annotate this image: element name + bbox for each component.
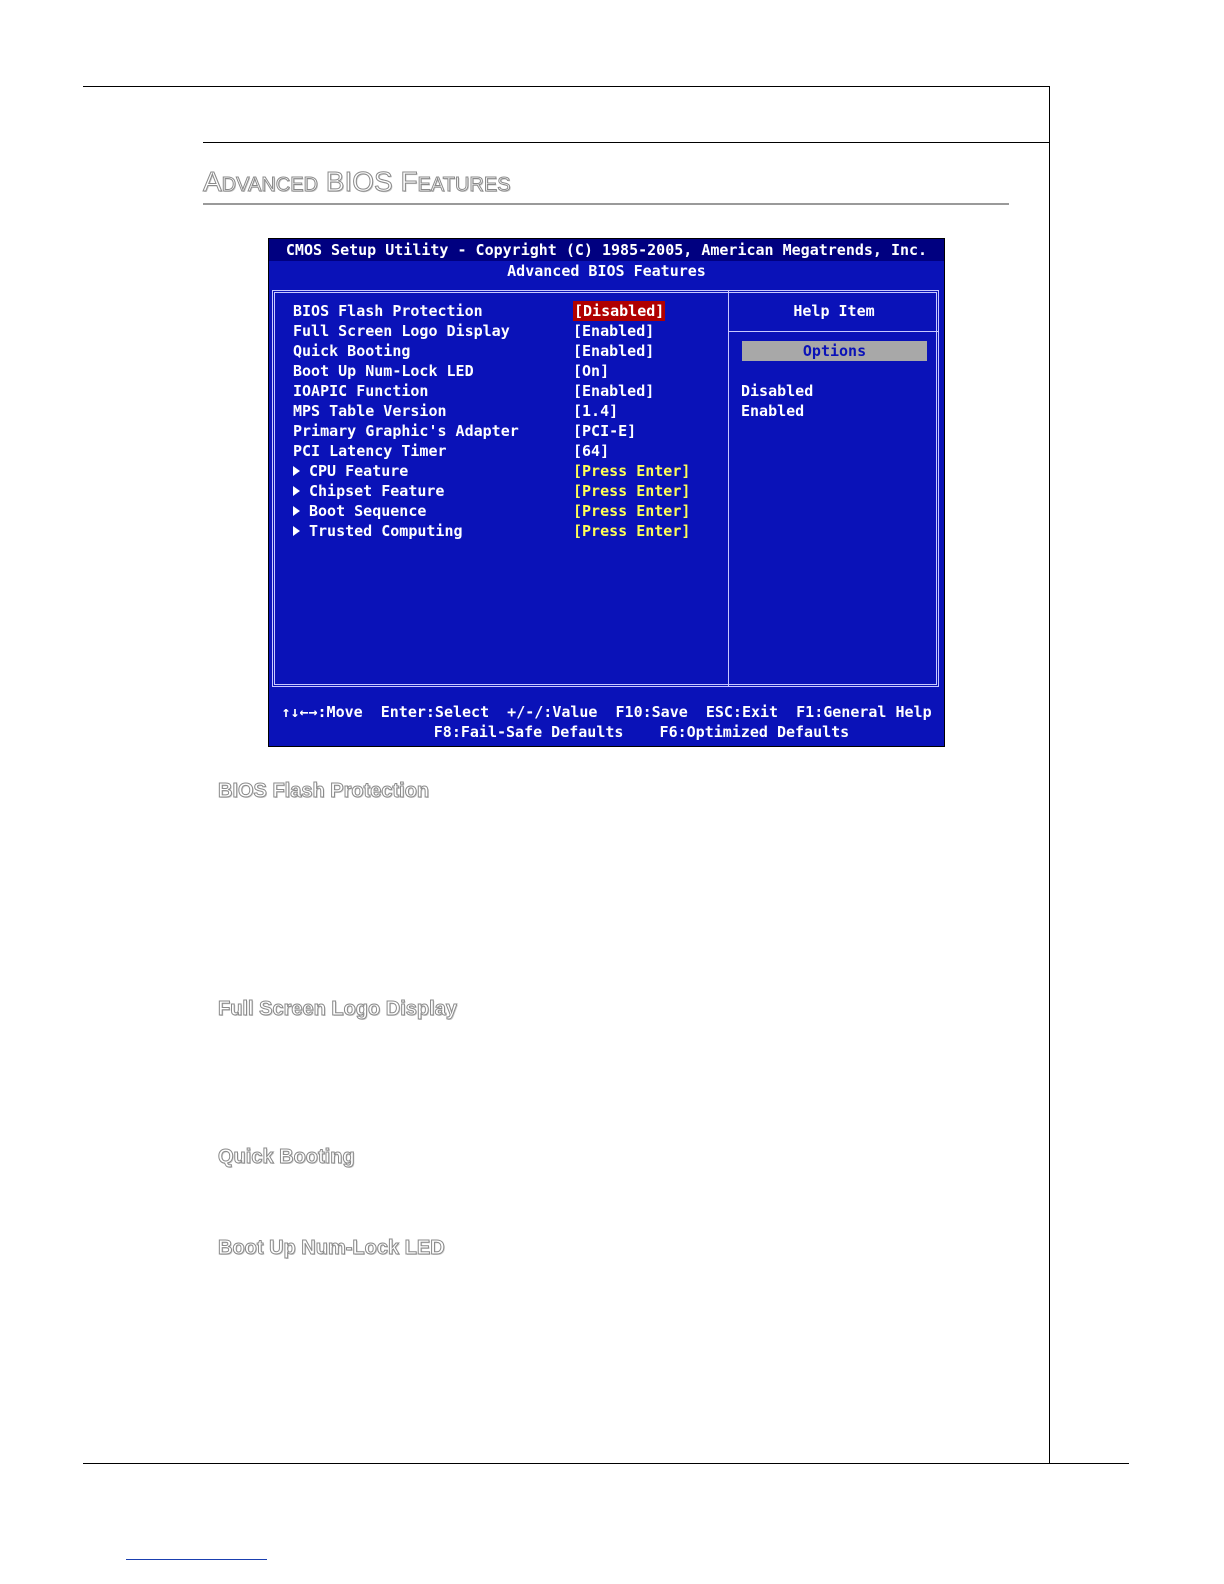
- page-bottom-rule: [83, 1463, 1129, 1464]
- bios-setting-label-text: IOAPIC Function: [293, 382, 429, 400]
- bios-setting-value[interactable]: [Enabled]: [573, 342, 655, 360]
- bios-setting-label: [293, 481, 444, 501]
- bios-setting-label: [293, 441, 447, 461]
- bios-settings-list: [293, 301, 713, 541]
- bios-setting-label: [293, 521, 463, 541]
- bios-setting-label-text: BIOS Flash Protection: [293, 302, 483, 320]
- bios-help-title: Help Item: [793, 302, 875, 320]
- bios-setting-label: [293, 321, 510, 341]
- bios-setting-label: [293, 301, 483, 321]
- bios-setting-label: [293, 341, 410, 361]
- bios-header-menu-title: Advanced BIOS Features: [507, 262, 706, 280]
- submenu-arrow-icon: [293, 466, 300, 476]
- bios-setting-label-text: PCI Latency Timer: [293, 442, 447, 460]
- bios-help-title-divider: [728, 331, 939, 332]
- bios-setting-label: [293, 361, 474, 381]
- subheading-quick-booting: Quick Booting: [218, 1146, 355, 1168]
- bios-setting-primary-graphic-s-adapter[interactable]: [293, 421, 713, 441]
- bios-setting-bios-flash-protection[interactable]: [293, 301, 713, 321]
- subheading-boot-up-num-lock-led: Boot Up Num-Lock LED: [218, 1237, 445, 1259]
- bios-setting-ioapic-function[interactable]: [293, 381, 713, 401]
- section-title: Advanced BIOS Features: [203, 166, 511, 197]
- bios-option-disabled[interactable]: Disabled: [741, 382, 814, 400]
- bios-setting-label: [293, 401, 447, 421]
- submenu-arrow-icon: [293, 506, 300, 516]
- bios-setting-mps-table-version[interactable]: [293, 401, 713, 421]
- footer-link-underline: [126, 1559, 267, 1560]
- bios-setting-quick-booting[interactable]: [293, 341, 713, 361]
- page-top-rule: [83, 86, 1050, 87]
- bios-option-enabled[interactable]: Enabled: [741, 402, 805, 420]
- section-title-underline: [203, 203, 1009, 205]
- bios-options-header: Options: [742, 341, 927, 361]
- bios-setting-pci-latency-timer[interactable]: [293, 441, 713, 461]
- page-right-rule: [1049, 86, 1050, 1464]
- bios-setting-label-text: Quick Booting: [293, 342, 411, 360]
- bios-setting-label-text: CPU Feature: [309, 462, 409, 480]
- bios-screen: [268, 238, 945, 747]
- bios-setting-value[interactable]: [64]: [573, 442, 610, 460]
- bios-setting-value[interactable]: [Press Enter]: [573, 522, 691, 540]
- submenu-arrow-icon: [293, 486, 300, 496]
- bios-key-legend-defaults: F8:Fail-Safe Defaults F6:Optimized Defaults: [433, 723, 850, 741]
- bios-setting-value[interactable]: [1.4]: [573, 402, 619, 420]
- bios-setting-label: [293, 461, 408, 481]
- subheading-full-screen-logo-display: Full Screen Logo Display: [218, 998, 457, 1020]
- bios-setting-label-text: Primary Graphic's Adapter: [293, 422, 519, 440]
- bios-setting-label-text: Full Screen Logo Display: [293, 322, 510, 340]
- bios-setting-value[interactable]: [Press Enter]: [573, 482, 691, 500]
- bios-setting-label-text: Chipset Feature: [309, 482, 445, 500]
- subheading-bios-flash-protection: BIOS Flash Protection: [218, 780, 430, 802]
- bios-setting-value[interactable]: [Press Enter]: [573, 462, 691, 480]
- bios-setting-label-text: Boot Sequence: [309, 502, 427, 520]
- bios-setting-trusted-computing[interactable]: [293, 521, 713, 541]
- bios-setting-chipset-feature[interactable]: [293, 481, 713, 501]
- bios-setting-value[interactable]: [PCI-E]: [573, 422, 637, 440]
- bios-setting-boot-sequence[interactable]: [293, 501, 713, 521]
- bios-key-legend: ↑↓←→:Move Enter:Select +/-/:Value F10:Save ESC:Exit F1:General Help: [281, 703, 932, 721]
- bios-setting-label-text: MPS Table Version: [293, 402, 447, 420]
- bios-header-copyright: CMOS Setup Utility - Copyright (C) 1985-2005, American Megatrends, Inc.: [269, 239, 944, 261]
- bios-setting-value[interactable]: [Enabled]: [573, 382, 655, 400]
- bios-help-divider: [728, 290, 729, 687]
- bios-setting-cpu-feature[interactable]: [293, 461, 713, 481]
- bios-setting-label: [293, 421, 519, 441]
- bios-setting-label-text: Trusted Computing: [309, 522, 463, 540]
- bios-setting-boot-up-num-lock-led[interactable]: [293, 361, 713, 381]
- submenu-arrow-icon: [293, 526, 300, 536]
- bios-setting-value[interactable]: [On]: [573, 362, 610, 380]
- bios-setting-label: [293, 381, 428, 401]
- bios-setting-value[interactable]: [Press Enter]: [573, 502, 691, 520]
- bios-setting-full-screen-logo-display[interactable]: [293, 321, 713, 341]
- page-header-rule: [203, 142, 1050, 143]
- bios-setting-value[interactable]: [Disabled]: [574, 302, 665, 320]
- bios-setting-value[interactable]: [Enabled]: [573, 322, 655, 340]
- bios-setting-label-text: Boot Up Num-Lock LED: [293, 362, 474, 380]
- bios-setting-label: [293, 501, 426, 521]
